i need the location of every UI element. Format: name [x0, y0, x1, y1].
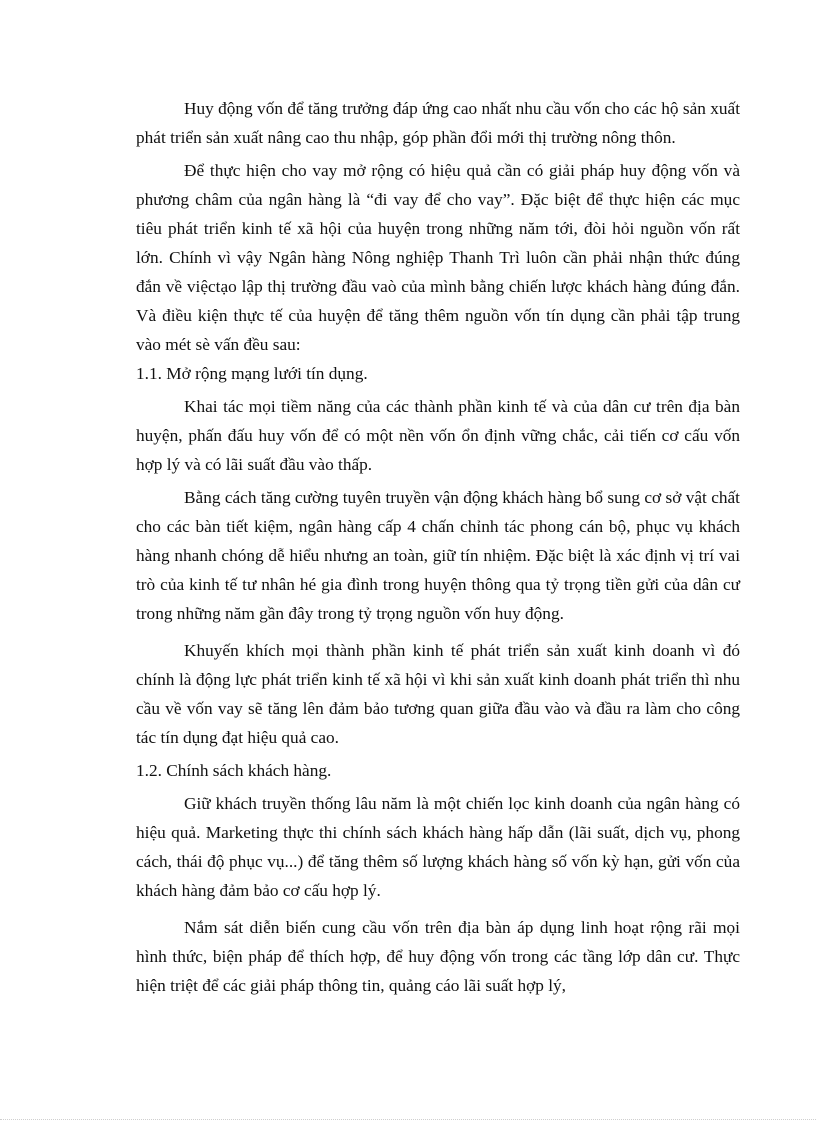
- paragraph-3: Khai tác mọi tiềm năng của các thành phần kinh tế và của dân cư trên địa bàn huyện, phấn đấu huy vốn để có một nền vốn ổn định vững chắc, cải tiến cơ cấu vốn hợp lý và có lãi suất đầu vào thấp.: [136, 397, 740, 474]
- paragraph-7: Nắm sát diễn biến cung cầu vốn trên địa bàn áp dụng linh hoạt rộng rãi mọi hình thức, biện pháp để thích hợp, để huy động vốn trong các tầng lớp dân cư. Thực hiện triệt để các giải pháp thông tin, quảng cáo lãi suất hợp lý,: [136, 918, 740, 995]
- paragraph-4: Bằng cách tăng cường tuyên truyền vận động khách hàng bổ sung cơ sở vật chất cho các bàn tiết kiệm, ngân hàng cấp 4 chấn chỉnh tác phong cán bộ, phục vụ khách hàng nhanh chóng dễ hiểu nhưng an toàn, giữ tín nhiệm. Đặc biệt là xác định vị trí vai trò của kinh tế tư nhân hé gia đình trong huyện thông qua tỷ trọng tiền gửi của dân cư trong những năm gần đây trong tỷ trọng nguồn vốn huy động.: [136, 488, 740, 623]
- document-body: [136, 94, 740, 1000]
- paragraph-5: Khuyến khích mọi thành phần kinh tế phát triển sản xuất kinh doanh vì đó chính là động lực phát triển kinh tế xã hội vì khi sản xuất kinh doanh phát triển thì nhu cầu về vốn vay sẽ tăng lên đảm bảo tương quan giữa đầu vào và đầu ra làm cho công tác tín dụng đạt hiệu quả cao.: [136, 641, 740, 747]
- section-heading-1-2: 1.2. Chính sách khách hàng.: [136, 761, 332, 780]
- paragraph-2: Để thực hiện cho vay mở rộng có hiệu quả cần có giải pháp huy động vốn và phương châm của ngân hàng là “đi vay để cho vay”. Đặc biệt để thực hiện các mục tiêu phát triển kinh tế xã hội của huyện trong những năm tới, đòi hỏi nguồn vốn rất lớn. Chính vì vậy Ngân hàng Nông nghiệp Thanh Trì luôn cần phải nhận thức đúng đắn về việctạo lập thị trường đầu vaò của mình bằng chiến lược khách hàng đúng đắn. Và điều kiện thực tế của huyện để tăng thêm nguồn vốn tín dụng cần phải tập trung vào mét sè vấn đều sau:: [136, 161, 740, 354]
- page-bottom-divider: [0, 1119, 816, 1121]
- paragraph-1: Huy động vốn để tăng trưởng đáp ứng cao nhất nhu cầu vốn cho các hộ sản xuất phát triển sản xuất nâng cao thu nhập, góp phần đổi mới thị trường nông thôn.: [136, 99, 740, 147]
- paragraph-6: Giữ khách truyền thống lâu năm là một chiến lọc kinh doanh của ngân hàng có hiệu quả. Marketing thực thi chính sách khách hàng hấp dẫn (lãi suất, dịch vụ, phong cách, thái độ phục vụ...) để tăng thêm số lượng khách hàng số vốn kỳ hạn, gửi vốn của khách hàng đảm bảo cơ cấu hợp lý.: [136, 794, 740, 900]
- section-heading-1-1: 1.1. Mở rộng mạng lưới tín dụng.: [136, 364, 368, 383]
